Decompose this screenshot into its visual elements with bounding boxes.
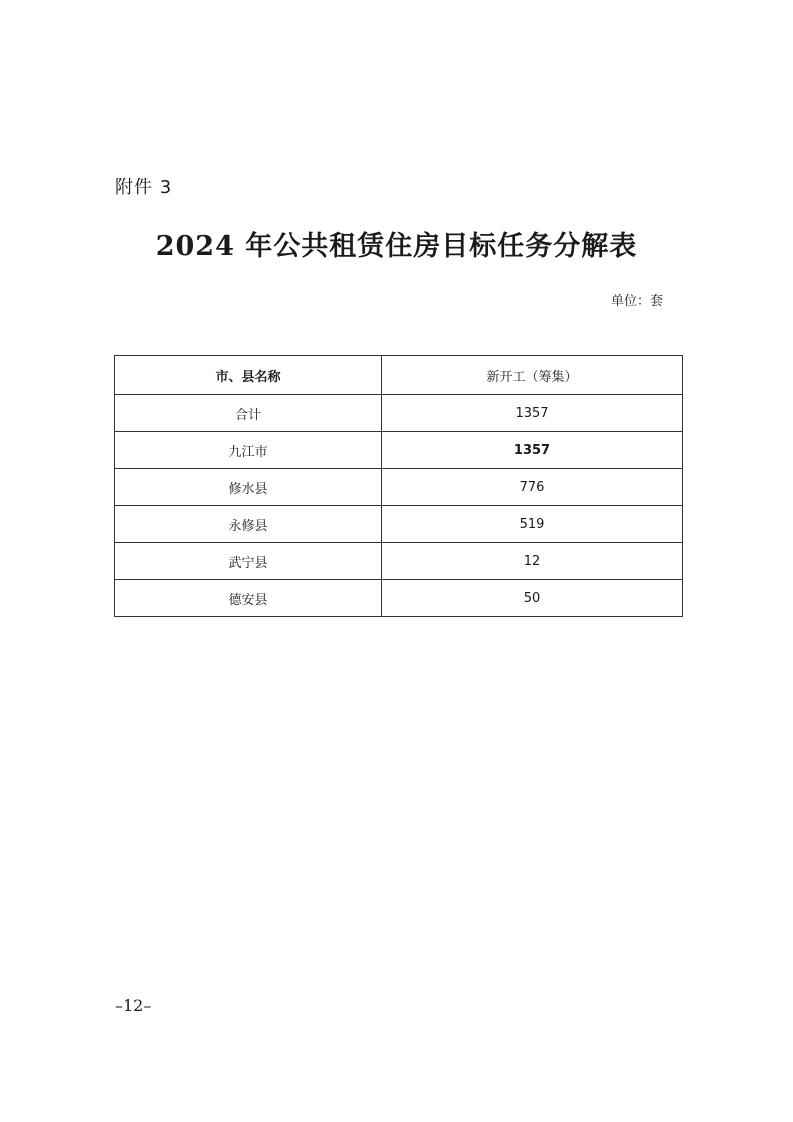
row-name: 修水县: [115, 469, 382, 506]
table-row: [115, 395, 683, 432]
table-row: [115, 432, 683, 469]
table-row: [115, 506, 683, 543]
row-value: 1357: [382, 395, 683, 432]
row-name: 合计: [115, 395, 382, 432]
table-row: [115, 543, 683, 580]
attachment-label: 附件 3: [115, 177, 173, 198]
column-header-name: 市、县名称: [115, 356, 382, 395]
row-name: 九江市: [115, 432, 382, 469]
row-name: 永修县: [115, 506, 382, 543]
row-name: 武宁县: [115, 543, 382, 580]
unit-label: 单位：套: [610, 294, 663, 309]
page-number: –12–: [115, 996, 152, 1015]
row-value: 1357: [382, 432, 683, 469]
row-value: 776: [382, 469, 683, 506]
column-header-new-construction: 新开工（筹集）: [382, 356, 683, 395]
table-row: [115, 469, 683, 506]
task-table: [114, 355, 683, 617]
row-value: 12: [382, 543, 683, 580]
row-value: 50: [382, 580, 683, 617]
document-title: 2024 年公共租赁住房目标任务分解表: [155, 231, 638, 262]
row-value: 519: [382, 506, 683, 543]
row-name: 德安县: [115, 580, 382, 617]
table-header-row: [115, 356, 683, 395]
table-row: [115, 580, 683, 617]
